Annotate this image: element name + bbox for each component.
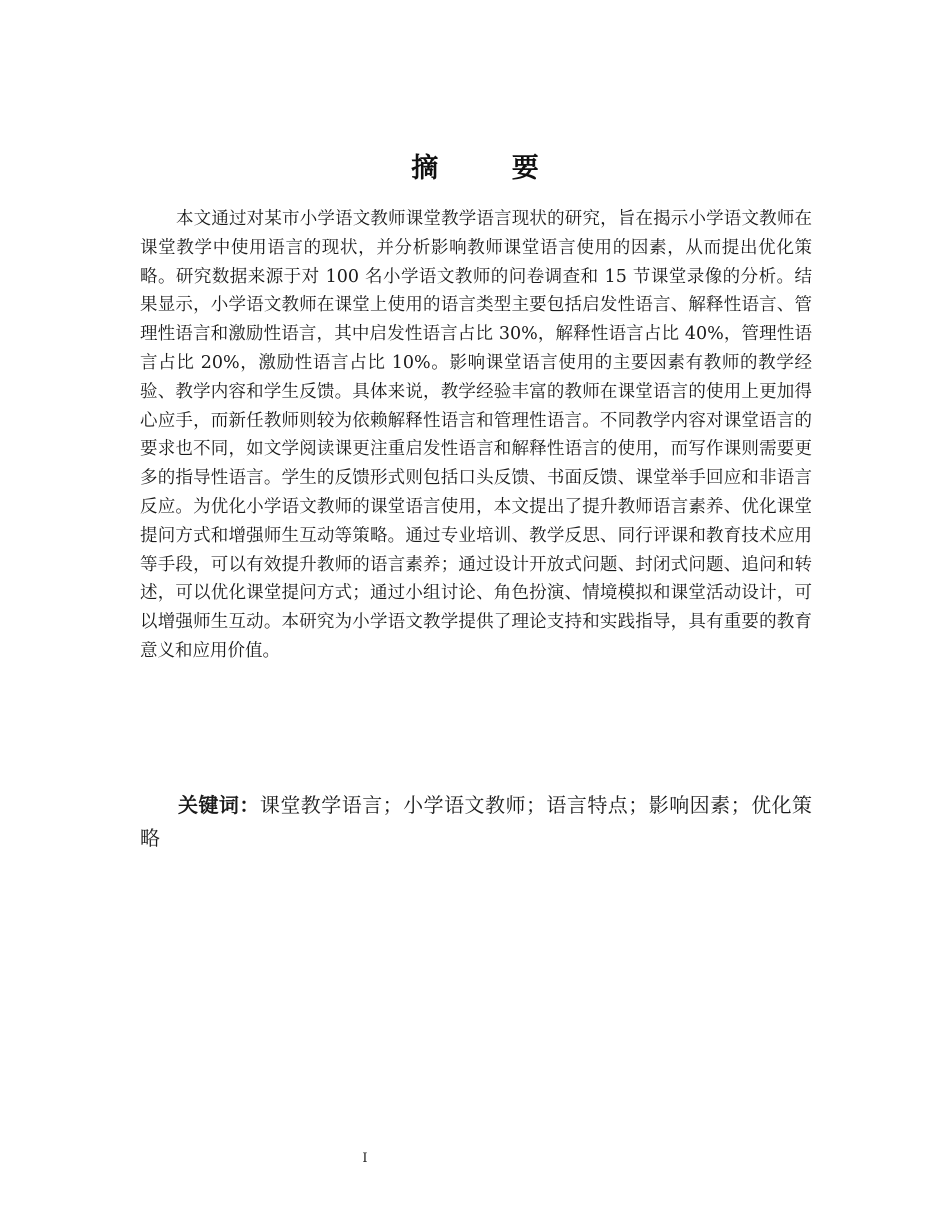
keywords-text: 课堂教学语言；小学语文教师；语言特点；影响因素；优化策略 — [140, 793, 813, 850]
keywords-label: 关键词： — [178, 793, 260, 817]
abstract-title: 摘 要 — [411, 153, 571, 184]
page-number: I — [362, 1151, 368, 1166]
keywords-line — [140, 789, 812, 855]
abstract-body: 本文通过对某市小学语文教师课堂教学语言现状的研究，旨在揭示小学语文教师在课堂教学中使用语言的现状，并分析影响教师课堂语言使用的因素，从而提出优化策略。研究数据来源于对 100 名小学语文教师的问卷调查和 15 节课堂录像的分析。结果显示，小学语文教师在课堂上使用的语言类型主要包括启发性语言、解释性语言、管理性语言和激励性语言，其中启发性语言占比 30%，解释性语言占比 40%，管理性语言占比 20%，激励性语言占比 10%。影响课堂语言使用的主要因素有教师的教学经验、教学内容和学生反馈。具体来说，教学经验丰富的教师在课堂语言的使用上更加得心应手，而新任教师则较为依赖解释性语言和管理性语言。不同教学内容对课堂语言的要求也不同，如文学阅读课更注重启发性语言和解释性语言的使用，而写作课则需要更多的指导性语言。学生的反馈形式则包括口头反馈、书面反馈、课堂举手回应和非语言反应。为优化小学语文教师的课堂语言使用，本文提出了提升教师语言素养、优化课堂提问方式和增强师生互动等策略。通过专业培训、教学反思、同行评课和教育技术应用等手段，可以有效提升教师的语言素养；通过设计开放式问题、封闭式问题、追问和转述，可以优化课堂提问方式；通过小组讨论、角色扮演、情境模拟和课堂活动设计，可以增强师生互动。本研究为小学语文教学提供了理论支持和实践指导，具有重要的教育意义和应用价值。 — [140, 209, 812, 661]
